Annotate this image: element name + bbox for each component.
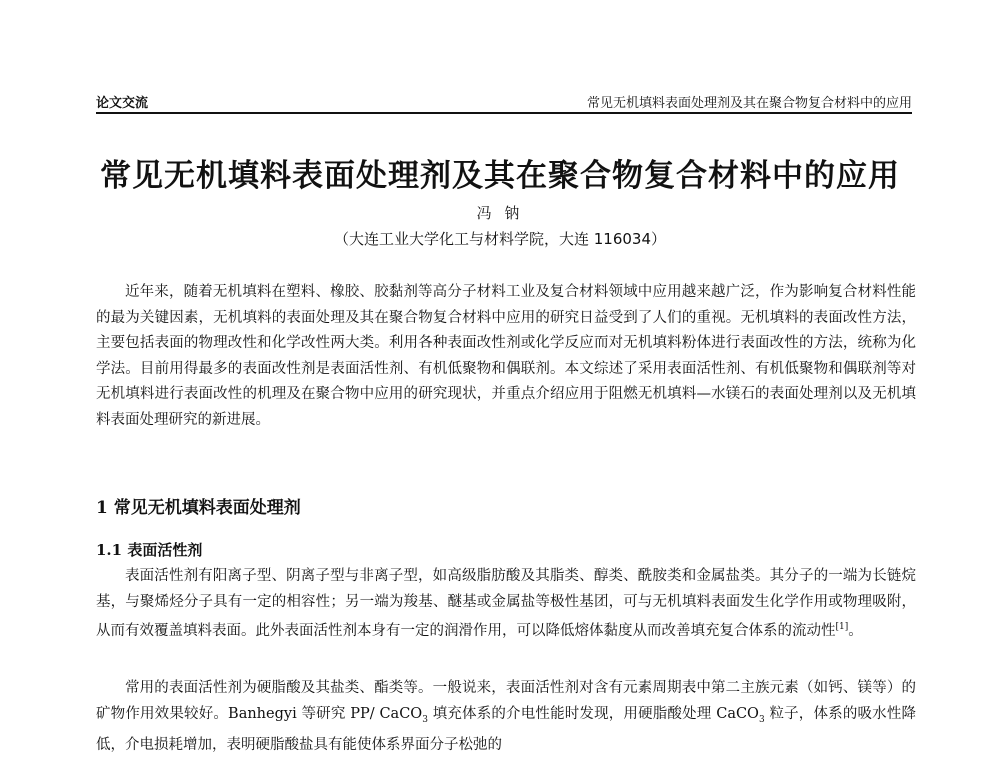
- body-text: 粒子，体系的吸水性降低，介电损耗增加，表明硬脂酸盐具有能使体系界面分子松弛的: [96, 705, 917, 754]
- author-affiliation: （大连工业大学化工与材料学院，大连 116034）: [333, 230, 667, 248]
- article-title: 常见无机填料表面处理剂及其在聚合物复合材料中的应用: [100, 158, 900, 194]
- body-paragraph: [96, 564, 916, 645]
- subscript: 3: [758, 714, 765, 725]
- author-name: 冯 钠: [476, 204, 524, 222]
- subscript: 3: [422, 714, 428, 725]
- body-text: 常用的表面活性剂为硬脂酸及其盐类、酯类等。一般说来，表面活性剂对含有元素周期表中第二主族元素（如钙、镁等）的矿物作用效果较好。Banhegyi 等研究 PP/ CaCO: [96, 680, 916, 722]
- citation-ref: [1]: [835, 622, 849, 633]
- section-heading: 1 常见无机填料表面处理剂: [96, 498, 301, 518]
- body-paragraph: [96, 676, 916, 759]
- header-article-title: 常见无机填料表面处理剂及其在聚合物复合材料中的应用: [586, 96, 912, 111]
- abstract-paragraph: 近年来，随着无机填料在塑料、橡胶、胶黏剂等高分子材料工业及复合材料领域中应用越来越广泛，作为影响复合材料性能的最为关键因素，无机填料的表面处理及其在聚合物复合材料中应用的研究日益受到了人们的重视。无机填料的表面改性方法，主要包括表面的物理改性和化学改性两大类。利用各种表面改性剂或化学反应而对无机填料粉体进行表面改性的方法，统称为化学法。目前用得最多的表面改性剂是表面活性剂、有机低聚物和偶联剂。本文综述了采用表面活性剂、有机低聚物和偶联剂等对无机填料进行表面改性的机理及在聚合物中应用的研究现状，并重点介绍应用于阻燃无机填料—水镁石的表面处理剂以及无机填料表面处理研究的新进展。: [96, 284, 916, 428]
- body-text: 填充体系的介电性能时发现，用硬脂酸处理 CaCO: [427, 705, 759, 722]
- body-text-end: 。: [848, 623, 863, 640]
- body-text: 表面活性剂有阳离子型、阴离子型与非离子型，如高级脂肪酸及其脂类、醇类、酰胺类和金属盐类。其分子的一端为长链烷基，与聚烯烃分子具有一定的相容性；另一端为羧基、醚基或金属盐等极性基团，可与无机填料表面发生化学作用或物理吸附，从而有效覆盖填料表面。此外表面活性剂本身有一定的润滑作用，可以降低熔体黏度从而改善填充复合体系的流动性: [96, 568, 916, 640]
- subsection-heading: 1.1 表面活性剂: [96, 541, 203, 559]
- running-header: [96, 90, 912, 114]
- header-section-label: 论文交流: [96, 96, 149, 111]
